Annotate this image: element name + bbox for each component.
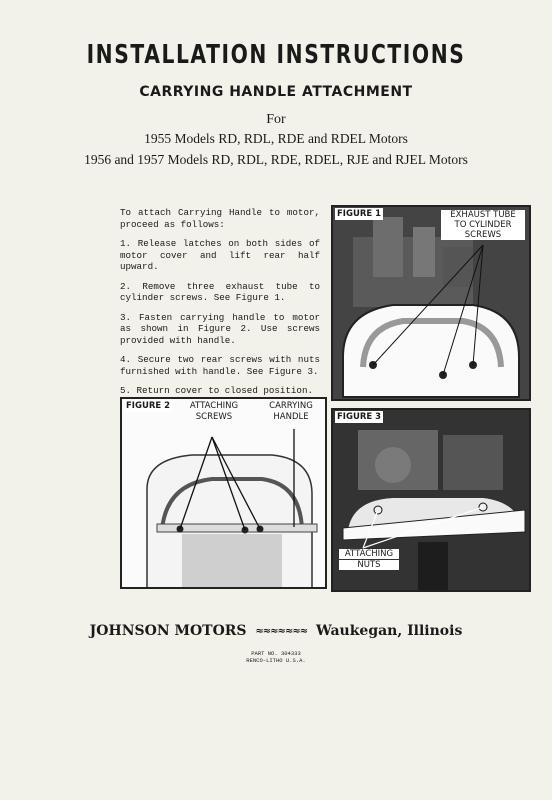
page-title: INSTALLATION INSTRUCTIONS xyxy=(86,40,466,70)
step-2: 2. Remove three exhaust tube to cylinder screws. See Figure 1. xyxy=(120,280,320,303)
page-subtitle: CARRYING HANDLE ATTACHMENT xyxy=(139,84,413,100)
for-label: For xyxy=(266,112,286,127)
figure-1-label: FIGURE 1 xyxy=(337,209,382,219)
figure-2-label: FIGURE 2 xyxy=(126,401,171,411)
figure-1-caption-line-3: SCREWS xyxy=(441,230,525,240)
figure-3-caption-attaching: ATTACHING xyxy=(339,549,399,559)
figure-2-caption-screws: SCREWS xyxy=(195,412,233,422)
step-5: 5. Return cover to closed position. xyxy=(120,385,313,396)
figure-2-caption-carrying: CARRYING xyxy=(269,401,313,411)
models-1955: 1955 Models RD, RDL, RDE and RDEL Motors xyxy=(144,131,408,146)
company-location: Waukegan, Illinois xyxy=(315,623,463,639)
instruction-steps xyxy=(120,207,320,405)
footer-company-line xyxy=(0,623,552,639)
figure-2-caption-attaching: ATTACHING xyxy=(189,401,239,411)
step-4: 4. Secure two rear screws with nuts furnished with handle. See Figure 3. xyxy=(120,354,320,377)
figure-1-caption-line-2: TO CYLINDER xyxy=(441,220,525,230)
figure-2 xyxy=(120,397,327,589)
figure-2-illustration xyxy=(122,399,325,587)
step-3: 3. Fasten carrying handle to motor as shown in Figure 2. Use screws provided with handle. xyxy=(120,311,320,346)
figure-3 xyxy=(331,408,531,592)
part-number: PART NO. 304333 xyxy=(251,650,301,657)
figure-2-caption-handle: HANDLE xyxy=(273,412,309,422)
figure-3-label: FIGURE 3 xyxy=(337,412,382,422)
wave-divider: ≈≈≈≈≈≈≈ xyxy=(255,625,308,637)
models-1956-57: 1956 and 1957 Models RD, RDL, RDE, RDEL, RJE and RJEL Motors xyxy=(84,152,468,167)
figure-1-caption-line-1: EXHAUST TUBE xyxy=(441,210,525,220)
figure-3-caption-nuts: NUTS xyxy=(339,560,399,570)
step-1: 1. Release latches on both sides of motor cover and lift rear half upward. xyxy=(120,238,320,272)
intro-text: To attach Carrying Handle to motor, proceed as follows: xyxy=(120,207,320,230)
printer-credit: RENCO-LITHO U.S.A. xyxy=(246,657,306,664)
company-name: JOHNSON MOTORS xyxy=(89,623,247,639)
part-info xyxy=(0,650,552,664)
figure-1 xyxy=(331,205,531,401)
